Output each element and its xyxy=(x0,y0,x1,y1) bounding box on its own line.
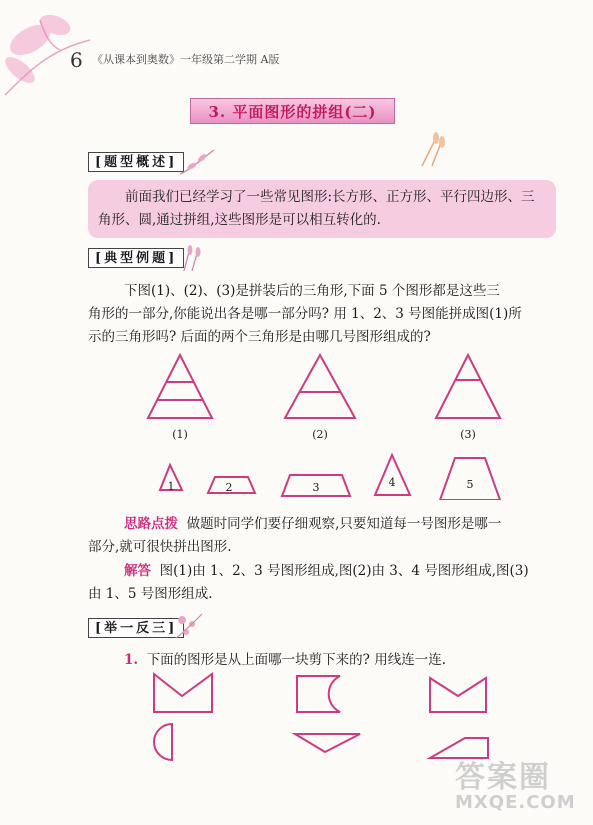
overview-text: 前面我们已经学习了一些常见图形:长方形、正方形、平行四边形、三角形、圆,通过拼组,这些图形是可以相互转化的. xyxy=(88,180,556,238)
piece-label-3: 3 xyxy=(312,481,320,494)
wheat-decoration-icon xyxy=(412,128,462,168)
answer-line-2: 由 1、5 号图形组成. xyxy=(88,586,213,602)
practice-question: 下面的图形是从上面哪一块剪下来的? 用线连一连. xyxy=(146,652,447,668)
piece-label-5: 5 xyxy=(466,478,474,491)
answer-text-1: 图(1)由 1、2、3 号图形组成,图(2)由 3、4 号图形组成,图(3) xyxy=(159,563,529,579)
piece-label-1: 1 xyxy=(167,480,175,493)
shape-rectangle-with-semicircle-cut xyxy=(297,676,340,712)
watermark-url: MXQE.COM xyxy=(455,792,576,813)
wheat-decoration-icon xyxy=(178,244,208,272)
hint-label: 思路点拨 xyxy=(124,516,178,532)
example-line-3: 示的三角形吗? 后面的两个三角形是由哪几号图形组成的? xyxy=(88,329,431,345)
piece-label-4: 4 xyxy=(388,476,396,489)
triangle-1 xyxy=(148,355,212,418)
piece-label-2: 2 xyxy=(225,481,233,494)
book-title: 《从课本到奥数》一年级第二学期 A版 xyxy=(92,53,280,66)
tag-overview: [题型概述] xyxy=(88,152,184,172)
shape-inverted-triangle xyxy=(295,734,360,752)
tag-example: [典型例题] xyxy=(88,248,184,268)
answer-line-1 xyxy=(124,560,564,583)
hint-line-2: 部分,就可很快拼出图形. xyxy=(88,539,232,555)
section-title: 3. 平面图形的拼组(二) xyxy=(190,98,395,124)
triangle-label-2: (2) xyxy=(312,428,328,441)
triangle-3 xyxy=(436,355,500,418)
hint-line-1 xyxy=(124,513,564,536)
page-number: 6 xyxy=(70,48,83,72)
answer-label: 解答 xyxy=(124,563,151,579)
watermark-logo: 答案圈 xyxy=(455,760,551,795)
example-line-1: 下图(1)、(2)、(3)是拼装后的三角形,下面 5 个图形都是这些三 xyxy=(124,283,500,299)
practice-number: 1. xyxy=(124,652,139,668)
piece-4 xyxy=(375,455,410,495)
flower-decoration-icon xyxy=(172,610,206,640)
tag-practice: [举一反三] xyxy=(88,618,184,638)
triangle-label-3: (3) xyxy=(460,428,476,441)
shape-trapezoid-notched xyxy=(430,678,486,712)
hint-text-1: 做题时同学们要仔细观察,只要知道每一号图形是哪一 xyxy=(186,516,502,532)
triangle-2 xyxy=(285,355,355,418)
shape-notched-rectangle xyxy=(154,674,212,712)
shape-half-circle xyxy=(154,724,172,760)
triangle-label-1: (1) xyxy=(172,428,188,441)
leaf-decoration-icon xyxy=(178,148,218,176)
example-line-2: 角形的一部分,你能说出各是哪一部分吗? 用 1、2、3 号图能拼成图(1)所 xyxy=(88,306,522,322)
